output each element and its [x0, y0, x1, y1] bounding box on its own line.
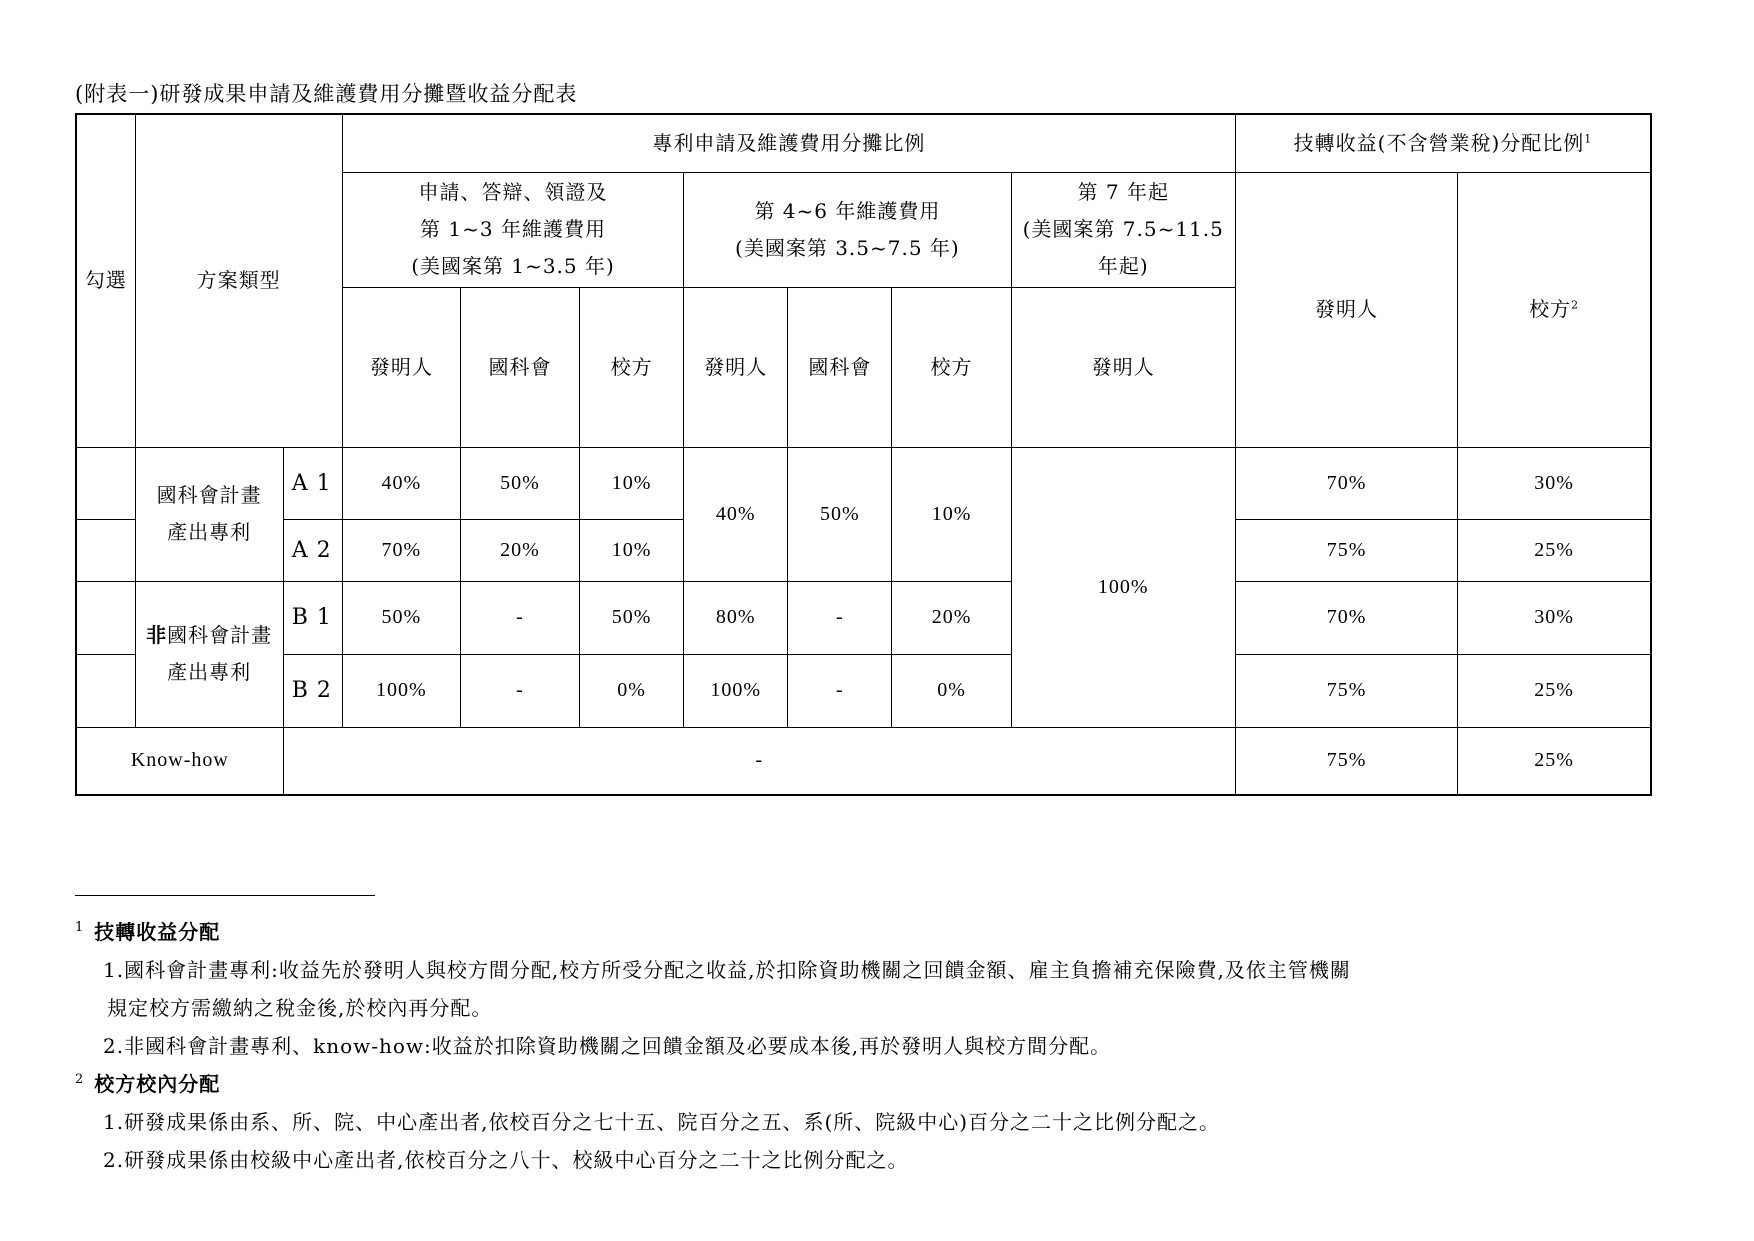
checkbox-cell-a2[interactable]	[76, 519, 135, 581]
rev-school-value: 25%	[1458, 654, 1651, 727]
rev-school-value: 30%	[1458, 447, 1651, 519]
footnote-2-item-1: 1.研發成果係由系、所、院、中心產出者,依校百分之七十五、院百分之五、系(所、院級中心)百分之二十之比例分配之。	[103, 1110, 1221, 1134]
header-cost-group: 專利申請及維護費用分攤比例	[342, 114, 1235, 172]
p2-nstc-value: -	[788, 581, 892, 654]
p2-school-value: 20%	[892, 581, 1011, 654]
footnote-2-item-2: 2.研發成果係由校級中心產出者,依校百分之八十、校級中心百分之二十之比例分配之。	[103, 1148, 909, 1172]
header-p2-inventor: 發明人	[684, 287, 788, 447]
plan-code: B 1	[283, 581, 342, 654]
rev-school-value: 25%	[1458, 727, 1651, 795]
table-row	[76, 654, 1651, 727]
table-row	[76, 447, 1651, 519]
header-rev-inventor: 發明人	[1235, 172, 1457, 447]
rev-inventor-value: 70%	[1235, 447, 1457, 519]
page-title: (附表一)研發成果申請及維護費用分攤暨收益分配表	[75, 82, 578, 106]
plan-code: A 1	[283, 447, 342, 519]
cost-revenue-table	[75, 113, 1652, 796]
rev-inventor-value: 75%	[1235, 654, 1457, 727]
plan-code: B 2	[283, 654, 342, 727]
p2-inventor-value: 100%	[684, 654, 788, 727]
group-a-label: 國科會計畫 產出專利	[135, 447, 283, 581]
rev-inventor-value: 75%	[1235, 519, 1457, 581]
p1-inventor-value: 100%	[342, 654, 460, 727]
header-phase3: 第 7 年起 (美國案第 7.5~11.5 年起)	[1011, 172, 1235, 287]
header-p1-school: 校方	[580, 287, 684, 447]
header-phase2: 第 4~6 年維護費用 (美國案第 3.5~7.5 年)	[684, 172, 1011, 287]
plan-code: A 2	[283, 519, 342, 581]
knowhow-label: Know-how	[76, 727, 283, 795]
rev-inventor-value: 75%	[1235, 727, 1457, 795]
rev-school-value: 25%	[1458, 519, 1651, 581]
checkbox-cell-b2[interactable]	[76, 654, 135, 727]
p2-inventor-value: 40%	[684, 447, 788, 581]
footnote-2-title: $^2$ 校方校內分配	[75, 1072, 221, 1096]
p1-school-value: 10%	[580, 519, 684, 581]
knowhow-cost: -	[283, 727, 1235, 795]
p2-inventor-value: 80%	[684, 581, 788, 654]
p1-inventor-value: 50%	[342, 581, 460, 654]
header-p1-inventor: 發明人	[342, 287, 460, 447]
p1-nstc-value: -	[460, 654, 579, 727]
p1-nstc-value: -	[460, 581, 579, 654]
header-rev-school: 校方$^2$	[1458, 172, 1651, 447]
footnote-1-title: $^1$ 技轉收益分配	[75, 920, 221, 944]
header-plan-type: 方案類型	[135, 114, 342, 447]
p2-nstc-value: 50%	[788, 447, 892, 581]
p1-school-value: 50%	[580, 581, 684, 654]
table-row-knowhow	[76, 727, 1651, 795]
p2-nstc-value: -	[788, 654, 892, 727]
p1-nstc-value: 50%	[460, 447, 579, 519]
header-p1-nstc: 國科會	[460, 287, 579, 447]
header-revenue-group: 技轉收益(不含營業稅)分配比例$^1$	[1235, 114, 1651, 172]
header-p3-inventor: 發明人	[1011, 287, 1235, 447]
p2-school-value: 10%	[892, 447, 1011, 581]
group-b-label: 非國科會計畫 產出專利	[135, 581, 283, 727]
checkbox-cell-b1[interactable]	[76, 581, 135, 654]
p1-school-value: 10%	[580, 447, 684, 519]
p1-inventor-value: 70%	[342, 519, 460, 581]
footnotes	[75, 913, 1675, 1179]
header-phase1: 申請、答辯、領證及 第 1~3 年維護費用 (美國案第 1~3.5 年)	[342, 172, 683, 287]
footnote-1-item-2: 2.非國科會計畫專利、know-how:收益於扣除資助機關之回饋金額及必要成本後,再於發明人與校方間分配。	[103, 1034, 1112, 1058]
rev-school-value: 30%	[1458, 581, 1651, 654]
rev-inventor-value: 70%	[1235, 581, 1457, 654]
footnote-divider	[75, 895, 375, 896]
table-row	[76, 581, 1651, 654]
header-p2-school: 校方	[892, 287, 1011, 447]
p1-inventor-value: 40%	[342, 447, 460, 519]
checkbox-cell-a1[interactable]	[76, 447, 135, 519]
p1-nstc-value: 20%	[460, 519, 579, 581]
footnote-1-item-1-cont: 規定校方需繳納之稅金後,於校內再分配。	[107, 996, 493, 1020]
header-check: 勾選	[76, 114, 135, 447]
p1-school-value: 0%	[580, 654, 684, 727]
phase3-inventor-value: 100%	[1011, 447, 1235, 727]
header-p2-nstc: 國科會	[788, 287, 892, 447]
footnote-1-item-1: 1.國科會計畫專利:收益先於發明人與校方間分配,校方所受分配之收益,於扣除資助機關之回饋金額、雇主負擔補充保險費,及依主管機關	[103, 958, 1351, 982]
p2-school-value: 0%	[892, 654, 1011, 727]
